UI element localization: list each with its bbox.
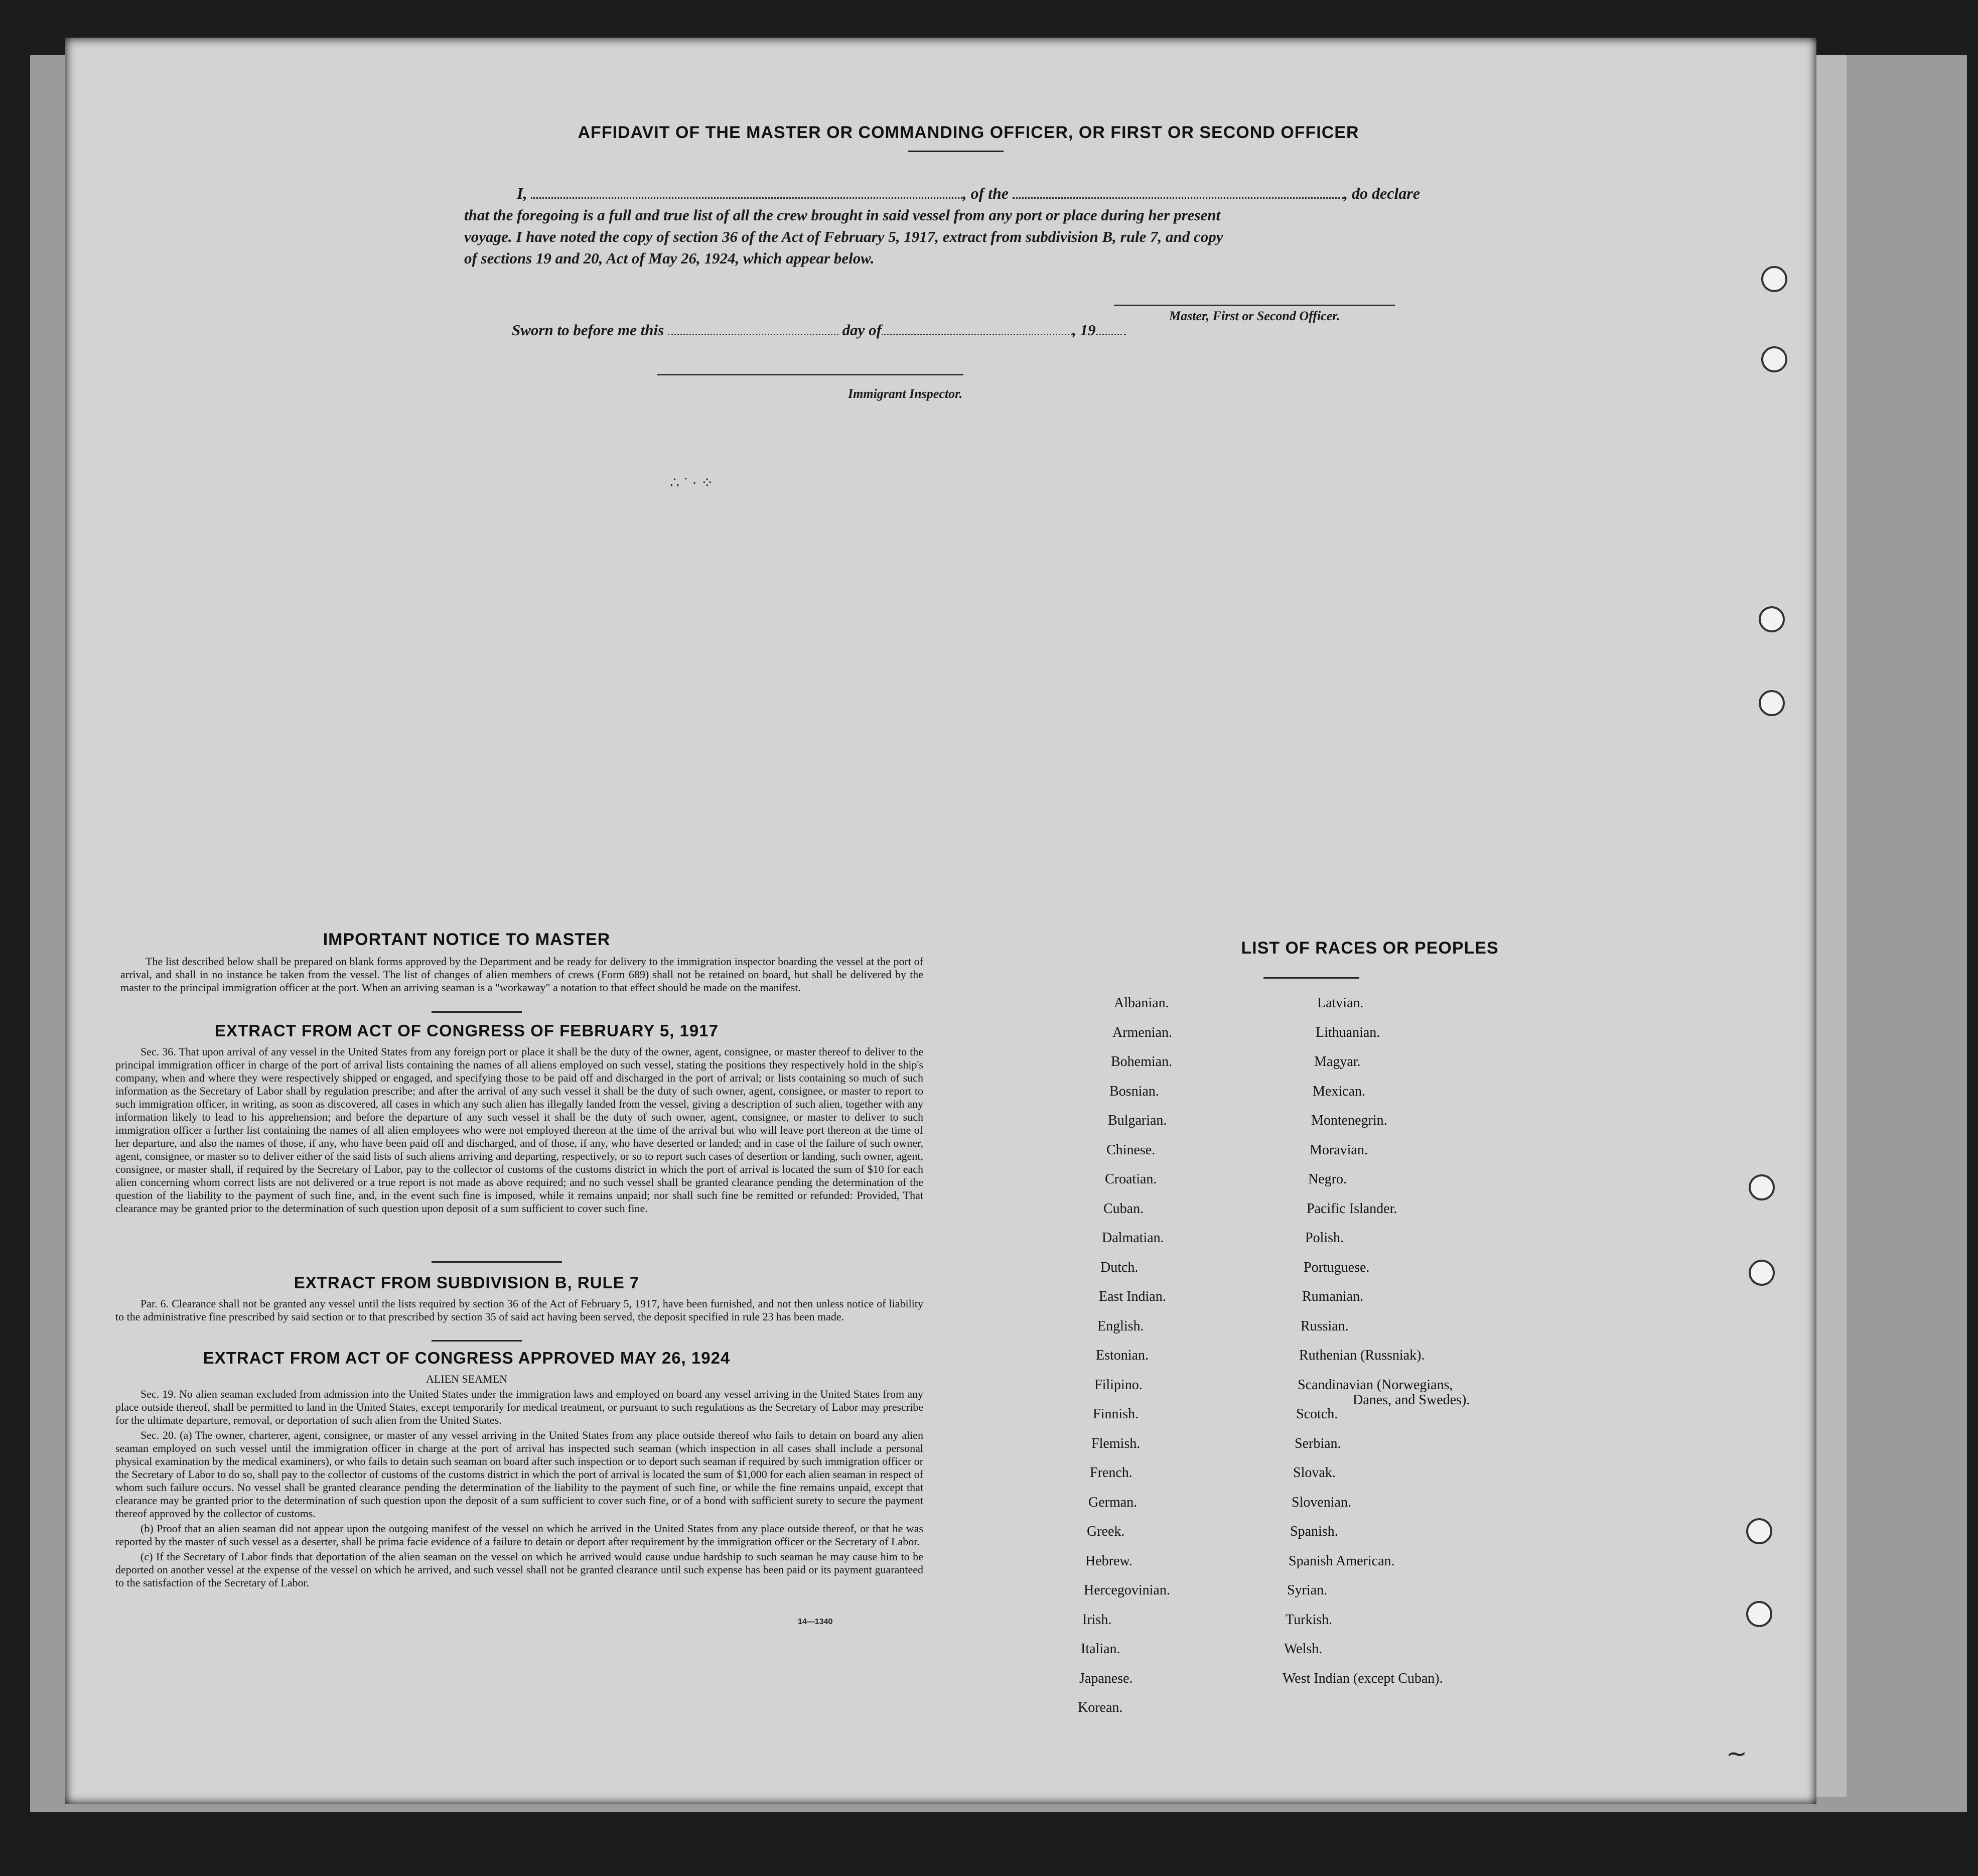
sec20c-text: (c) If the Secretary of Labor finds that deportation of the alien seaman on the vessel on which he arrived would cause undue hardship to such seaman he may cause him to be deported on another vessel at the expense of the vessel on which he arrived, and such vessel shall not be granted clearance until such expense has been paid or its payment guaranteed to the satisfaction of the Secretary of Labor. [115,1550,923,1589]
binder-hole [1749,1260,1775,1286]
race-item: East Indian. [1099,1289,1166,1304]
race-item: Turkish. [1286,1612,1333,1628]
affidavit-line1 [517,184,1470,203]
race-item: Cuban. [1103,1200,1144,1217]
race-item: Rumanian. [1302,1289,1364,1304]
race-item: Filipino. [1094,1377,1143,1393]
race-item: English. [1097,1318,1144,1334]
sworn-month-blank[interactable] [882,334,1072,335]
race-item: Armenian. [1112,1024,1172,1040]
affidavit-line3: voyage. I have noted the copy of section 36 of the Act of February 5, 1917, extract from subdivision B, rule 7, and copy [464,228,1223,245]
sec20a-text: Sec. 20. (a) The owner, charterer, agent, consignee, or master of any vessel arriving in the United States from any place outside thereof who fails to detain on board any alien seaman employed on such vessel until the immigration officer in charge at the port of arrival has inspected such seaman (which inspection in all cases shall include a personal physical examination by the medical examiners), or who fails to detain such seaman on board after such inspection or to deport such seaman if required by such immigration officer or the Secretary of Labor to do so, shall pay to the collector of customs of the customs district in which the port of arrival is located the sum of $1,000 for each alien seaman in respect of whom such failure occurs. No vessel shall be granted clearance pending the determination of the liability to the payment of such fine, or while the fine remains unpaid, except that clearance may be granted prior to the determination of such question upon the deposit of a sum sufficient to cover such fine, or of a bond with sufficient surety to secure the payment thereof approved by the collector of customs. [115,1429,923,1520]
extract-1924-body [115,1388,923,1591]
race-item: Bohemian. [1111,1054,1173,1069]
races-rule [1263,977,1359,979]
notice-rule [432,1011,522,1013]
race-item: Ruthenian (Russniak). [1299,1348,1425,1363]
race-item: Hercegovinian. [1084,1582,1170,1598]
ink-marks: ∴ ˙ · ⁘ [670,475,714,491]
notice-title: IMPORTANT NOTICE TO MASTER [323,930,611,949]
race-item: Spanish American. [1289,1553,1395,1569]
sec20b-text: (b) Proof that an alien seaman did not appear upon the outgoing manifest of the vessel on which he arrived in the United States from any place outside thereof, or that he was reported by the master of such vessel as a deserter, shall be prima facie evidence of a failure to detain or deport after requirement by the immigration officer or the Secretary of Labor. [115,1522,923,1548]
affidavit-i: I, [517,184,527,202]
race-item: Finnish. [1093,1406,1139,1422]
binder-hole [1746,1601,1772,1627]
race-item: Korean. [1078,1700,1123,1715]
race-item: Portuguese. [1304,1259,1370,1275]
master-label: Master, First or Second Officer. [1169,309,1340,323]
extract-1917-text: Sec. 36. That upon arrival of any vessel in the United States from any foreign port or place it shall be the duty of the owner, agent, consignee, or master thereof to deliver to the principal immigration officer in charge of the port of arrival lists containing the names of all aliens employed on such vessel, stating the positions they respectively hold in the ship's company, when and where they were respectively shipped or engaged, and specifying those to be paid off and discharged in the port of arrival; or lists containing so much of such information as the Secretary of Labor shall by regulation prescribe; and after the arrival of any such vessel it shall be the duty of such owner, agent, consignee, or master to report to such immigration officer, in writing, as soon as discovered, all cases in which any such alien has illegally landed from the vessel, giving a description of such alien, together with any information likely to lead to his apprehension; and before the departure of any such vessel it shall be the duty of such owner, agent, consignee, or master to deliver to such immigration officer a further list containing the names of all alien employees who were not employed thereon at the time of the arrival but who will leave port thereon at the time of her departure, and also the names of those, if any, who have been paid off and discharged, and of those, if any, who have deserted or landed; and in case of the failure of such owner, agent, consignee, or master so to deliver either of the said lists of such aliens arriving and departing, respectively, or so to report such cases of desertion or landing, such owner, agent, consignee, or master shall, if required by the Secretary of Labor, pay to the collector of customs of the customs district in which the port of arrival is located the sum of $10 for each alien concerning whom correct lists are not delivered or a true report is not made as above required; and no such vessel shall be granted clearance pending the determination of the question of the liability to the payment of such fine, and, in the event such fine is imposed, while it remains unpaid; nor shall such fine be remitted or refunded: Provided, That clearance may be granted prior to the determination of such question upon deposit of a sum sufficient to cover such fine. [115,1045,923,1215]
inspector-label: Immigrant Inspector. [848,386,963,401]
inspector-signature-line[interactable] [657,374,963,375]
race-item: Danes, and Swedes). [1353,1392,1470,1408]
sworn-prefix: Sworn to before me this [512,321,664,339]
title-rule [908,151,1004,152]
race-item: Russian. [1301,1318,1349,1334]
notice-body [120,955,923,996]
name-blank[interactable] [531,197,962,199]
race-item: Serbian. [1295,1435,1341,1451]
race-item: Italian. [1081,1641,1120,1657]
affidavit-line4: of sections 19 and 20, Act of May 26, 1924, which appear below. [464,249,875,267]
race-item: Bosnian. [1109,1083,1159,1099]
sec19-text: Sec. 19. No alien seaman excluded from admission into the United States under the immigration laws and employed on board any vessel arriving in the United States from any place outside thereof, shall be permitted to land in the United States, except temporarily for medical treatment, or pursuant to such regulations as the Secretary of Labor may prescribe for the ultimate departure, removal, or deportation of such alien from the United States. [115,1388,923,1426]
race-item: Dutch. [1100,1259,1139,1275]
race-item: Estonian. [1096,1348,1149,1363]
race-item: Mexican. [1313,1083,1365,1099]
race-item: West Indian (except Cuban). [1283,1670,1443,1686]
race-item: Latvian. [1317,995,1364,1011]
pencil-mark: ∼ [1726,1739,1747,1768]
binder-hole [1761,346,1787,372]
race-item: Syrian. [1287,1582,1328,1598]
race-item: Magyar. [1314,1054,1361,1069]
extract-1917-rule [432,1261,562,1263]
race-item: Albanian. [1114,995,1169,1011]
race-item: French. [1090,1465,1133,1481]
sworn-day-blank[interactable] [668,334,838,335]
vessel-blank[interactable] [1013,197,1344,199]
sworn-day-label: day of [842,321,882,339]
document-page [65,38,1816,1804]
race-item: Croatian. [1105,1171,1157,1187]
race-item: Spanish. [1290,1524,1338,1539]
sworn-year-blank[interactable] [1096,334,1126,335]
races-title: LIST OF RACES OR PEOPLES [1241,939,1499,958]
master-signature-line[interactable] [1114,305,1395,306]
rule7-title: EXTRACT FROM SUBDIVISION B, RULE 7 [294,1273,640,1292]
extract-1917-body [115,1045,923,1217]
race-item: Moravian. [1310,1142,1368,1158]
race-item: Welsh. [1284,1641,1323,1657]
race-item: Japanese. [1079,1670,1133,1686]
affidavit-title: AFFIDAVIT OF THE MASTER OR COMMANDING OFFICER, OR FIRST OR SECOND OFFICER [578,123,1359,142]
race-item: Scandinavian (Norwegians, [1298,1377,1453,1393]
sworn-line [512,321,1126,339]
race-item: German. [1088,1494,1138,1510]
affidavit-line2: that the foregoing is a full and true list of all the crew brought in said vessel from any port or place during her present [464,206,1221,224]
binder-hole [1759,690,1785,716]
race-item: Polish. [1305,1230,1344,1246]
race-item: Scotch. [1296,1406,1338,1422]
binder-hole [1761,266,1787,292]
race-item: Negro. [1308,1171,1347,1187]
binder-hole [1749,1174,1775,1200]
extract-1924-title: EXTRACT FROM ACT OF CONGRESS APPROVED MAY 26, 1924 [203,1349,731,1367]
form-number: 14—1340 [798,1618,833,1626]
race-item: Slovenian. [1292,1494,1351,1510]
race-item: Chinese. [1106,1142,1156,1158]
race-item: Slovak. [1293,1465,1336,1481]
race-item: Montenegrin. [1311,1113,1387,1128]
race-item: Bulgarian. [1108,1113,1167,1128]
rule7-text: Par. 6. Clearance shall not be granted any vessel until the lists required by section 36 of the Act of February 5, 1917, have been furnished, and not then unless notice of liability to the administrative fine prescribed by said section or to that prescribed by section 35 of said act having been served, the deposit specified in rule 23 has been made. [115,1297,923,1323]
page-edge [1816,55,1847,1797]
affidavit-declare: , do declare [1344,184,1420,202]
extract-1917-title: EXTRACT FROM ACT OF CONGRESS OF FEBRUARY 5, 1917 [215,1021,719,1040]
race-item: Greek. [1087,1524,1125,1539]
rule7-rule [432,1340,522,1342]
race-item: Pacific Islander. [1307,1200,1397,1217]
race-item: Dalmatian. [1102,1230,1164,1246]
race-item: Hebrew. [1085,1553,1133,1569]
race-item: Lithuanian. [1316,1024,1380,1040]
race-item: Irish. [1082,1612,1112,1628]
race-item: Flemish. [1091,1435,1141,1451]
rule7-body [115,1297,923,1325]
sworn-year-label: , 19 [1072,321,1096,339]
binder-hole [1746,1518,1772,1544]
binder-hole [1759,606,1785,632]
notice-text: The list described below shall be prepared on blank forms approved by the Department and be ready for delivery to the immigration inspector boarding the vessel at the port of arrival, and shall in no instance be taken from the vessel. The list of changes of alien members of crews (Form 689) shall not be retained on board, but shall be delivered by the master to the principal immigration officer at the port. When an arriving seaman is a "workaway" a notation to that effect should be made on the manifest. [120,955,923,994]
alien-seamen-subtitle: ALIEN SEAMEN [426,1373,507,1385]
affidavit-of-the: , of the [962,184,1009,202]
